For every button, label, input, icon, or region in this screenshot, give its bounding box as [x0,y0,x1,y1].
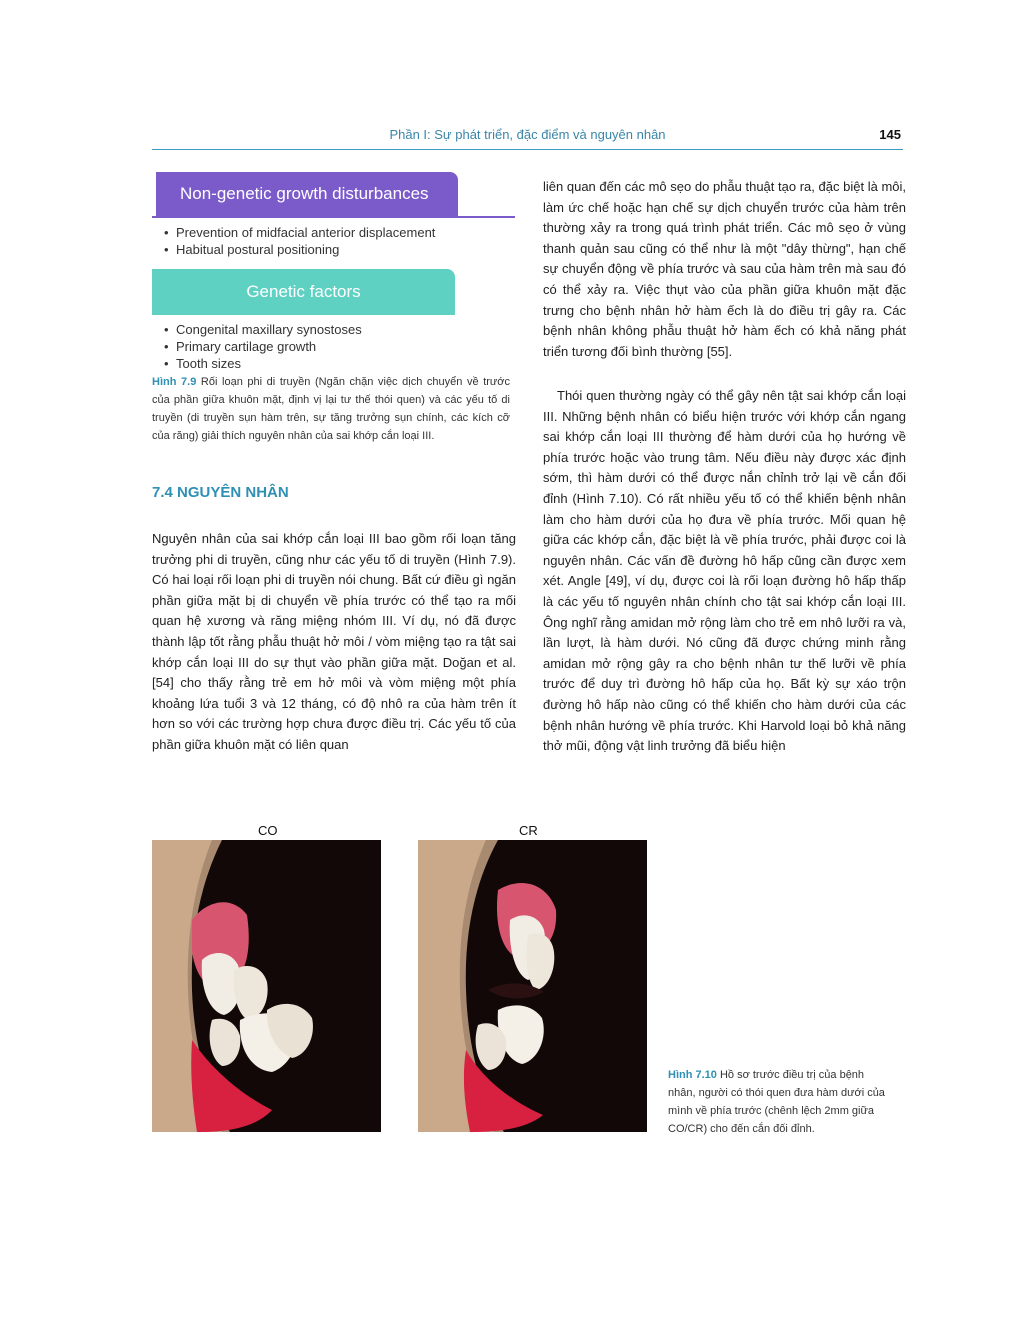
caption-label: Hình 7.9 [152,376,197,388]
caption-text: Hồ sơ trước điều trị của bệnh nhân, người có thói quen đưa hàm dưới của mình về phía trước (chênh lệch 2mm giữa CO/CR) cho đến cắn đối đỉnh. [668,1069,885,1135]
genetic-title: Genetic factors [246,282,361,301]
caption-text: Rối loạn phi di truyền (Ngăn chặn việc dịch chuyển về trước của phần giữa khuôn mặt, định vị lại tư thế thói quen) và các yếu tố di truyền (di truyền sụn hàm trên, sự tăng trưởng sụn chính, các kích cỡ của răng) giải thích nguyên nhân của sai khớp cắn loại III. [152,376,510,442]
page-number: 145 [879,127,901,142]
genetic-banner [152,269,515,315]
list-item: • Habitual postural positioning [164,241,515,258]
non-genetic-list [164,224,515,258]
figure-7-9 [152,172,515,372]
photo-label-co: CO [258,823,278,838]
genetic-list [164,321,515,372]
teeth-photo-co-image [152,840,381,1132]
body-column-left [152,529,516,756]
running-header [152,127,903,150]
list-item: • Congenital maxillary synostoses [164,321,515,338]
list-item: • Primary cartilage growth [164,338,515,355]
caption-label: Hình 7.10 [668,1069,717,1081]
section-heading: 7.4 NGUYÊN NHÂN [152,484,289,501]
paragraph: Thói quen thường ngày có thể gây nên tật sai khớp cắn loại III. Những bệnh nhân có biểu hiện trước với khớp cắn ngang sai khớp cắn loại III thường để hàm dưới của họ hướng về phía trước hoặc vào trung tâm. Nếu điều này được xác định sớm, thì hàm dưới có thể được nắn chỉnh trở lại về cắn đối đỉnh (Hình 7.10). Có rất nhiều yếu tố có thể khiến bệnh nhân làm cho hàm dưới của họ đưa về phía trước. Mối quan hệ giữa các khớp cắn, đặc biệt là về phía trước, phải được coi là nguyên nhân. Các vấn đề đường hô hấp cũng cần được xem xét. Angle [49], ví dụ, được coi là rối loạn đường hô hấp thấp là các yếu tố nguyên nhân chính cho tật sai khớp cắn loại III. Ông nghĩ rằng amidan mở rộng làm cho trẻ em nhô lưỡi ra và, lần lượt, là hàm dưới. Nó cũng đã được chứng minh rằng amidan mở rộng gây ra cho bệnh nhân tư thế lưỡi về phía trước để duy trì đường hô hấp của họ. Bất kỳ sự xáo trộn đường hô hấp nào cũng có thể khiến cho hàm dưới của các bệnh nhân hướng về phía trước. Khi Harvold loại bỏ khả năng thở mũi, động vật linh trưởng đã biểu hiện [543,388,906,754]
non-genetic-banner [152,172,515,218]
list-item: • Prevention of midfacial anterior displacement [164,224,515,241]
photo-label-cr: CR [519,823,538,838]
non-genetic-title: Non-genetic growth disturbances [180,184,429,203]
intraoral-photo-co [152,840,381,1132]
intraoral-photo-cr [418,840,647,1132]
figure-7-10-caption [668,1066,888,1138]
teeth-photo-cr-image [418,840,647,1132]
paragraph: Nguyên nhân của sai khớp cắn loại III bao gồm rối loạn tăng trưởng phi di truyền, cũng như các yếu tố di truyền (Hình 7.9). Có hai loại rối loạn phi di truyền nói chung. Bất cứ điều gì ngăn phần giữa mặt bị di chuyển về phía trước có thể tạo ra mối quan hệ xương và răng miệng nhóm III. Ví dụ, nó đã được thành lập tốt rằng phẫu thuật hở môi / vòm miệng tạo ra tật sai khớp cắn loại III do sự thụt vào phần giữa mặt. Doğan et al. [54] cho thấy rằng trẻ em hở môi và vòm miệng một phía khoảng lứa tuổi 3 và 12 tháng, có độ nhô ra của hàm trên ít hơn so với các trường hợp chưa được điều trị. Các yếu tố của phần giữa khuôn mặt có liên quan [152,531,516,752]
list-item: • Tooth sizes [164,355,515,372]
body-column-right-top [543,177,906,362]
body-column-right-bottom [543,386,906,757]
figure-7-9-caption [152,373,510,445]
running-title: Phần I: Sự phát triển, đặc điểm và nguyên nhân [389,127,666,142]
paragraph: liên quan đến các mô sẹo do phẫu thuật tạo ra, đặc biệt là môi, làm ức chế hoặc hạn chế sự dịch chuyển trước của hàm trên thường xảy ra trong quá trình phát triển. Các mô sẹo ở vùng thanh quản sau cũng có thể như là một "dây thừng", hạn chế sự chuyển động về phía trước và sau của hàm trên mà sau đó có thể xảy ra. Việc thụt vào của phần giữa khuôn mặt đặc trưng cho bệnh nhân hở hàm ếch là do điều trị gây ra. Các bệnh nhân không phẫu thuật hở hàm ếch có khả năng phát triển tương đối bình thường [55]. [543,179,906,359]
